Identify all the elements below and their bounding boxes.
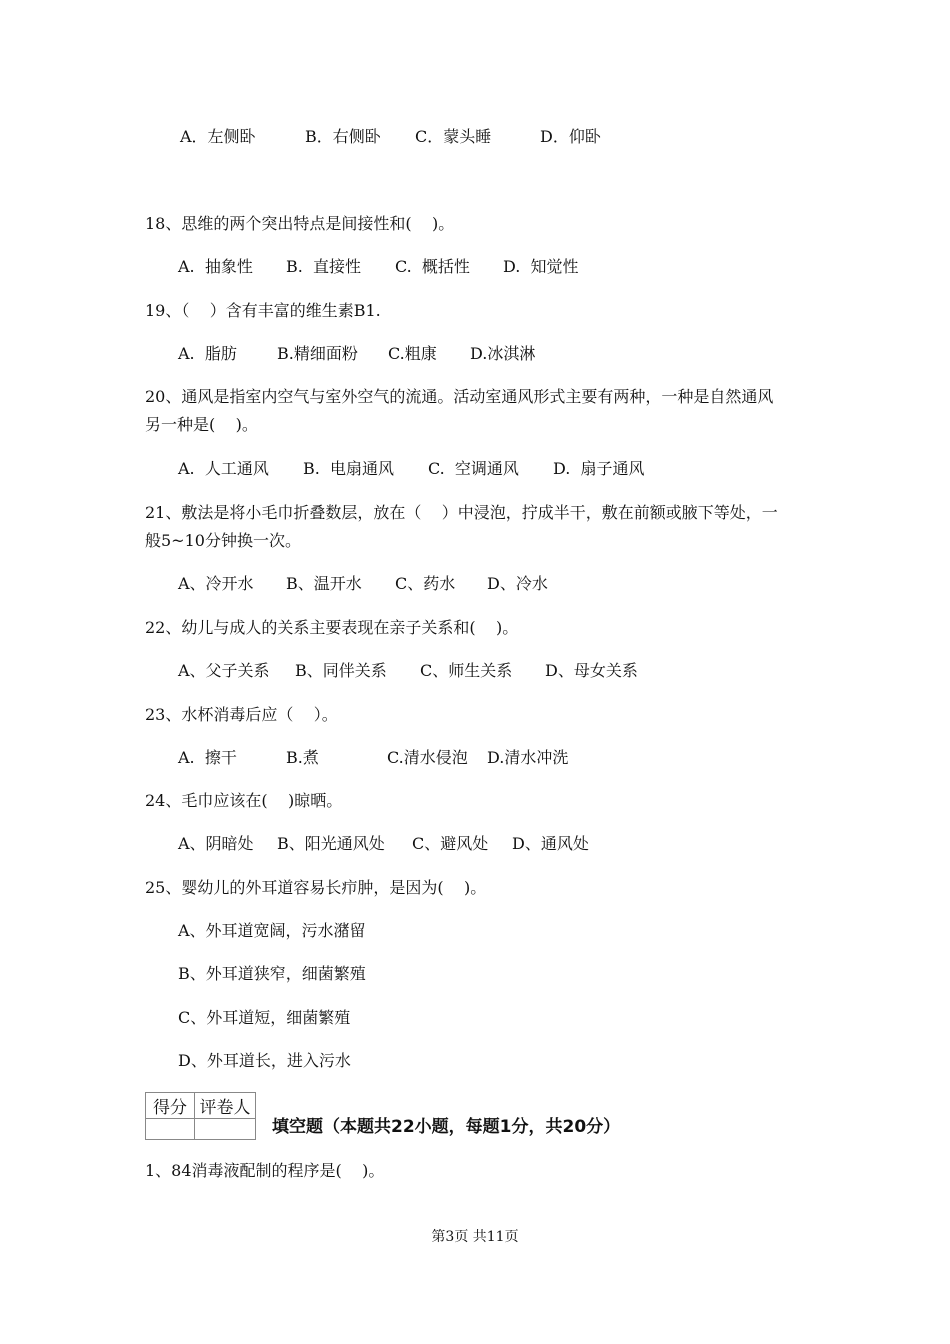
fill-question-1: 1、84消毒液配制的程序是( )。 [145, 1161, 385, 1180]
q18-stem: 18、思维的两个突出特点是间接性和( )。 [145, 214, 455, 233]
q19-option-c: C.粗康 [388, 344, 437, 363]
q23-option-a: A. 擦干 [178, 748, 237, 767]
q20-option-d: D. 扇子通风 [553, 459, 645, 478]
q24-option-b: B、阳光通风处 [277, 834, 385, 853]
q24-option-d: D、通风处 [512, 834, 589, 853]
q18-option-c: C. 概括性 [395, 257, 470, 276]
score-cell [146, 1119, 195, 1140]
page-footer: 第3页 共11页 [431, 1229, 519, 1245]
q18-option-b: B. 直接性 [286, 257, 362, 276]
q23-stem: 23、水杯消毒后应（ ）。 [145, 705, 338, 724]
q18-option-a: A. 抽象性 [178, 257, 253, 276]
q17-option-c: C．蒙头睡 [415, 127, 492, 146]
q25-option-b: B、外耳道狭窄，细菌繁殖 [178, 964, 366, 983]
q20-stem-line2: 另一种是( )。 [145, 415, 258, 434]
q22-option-a: A、父子关系 [178, 661, 270, 680]
q25-stem: 25、婴幼儿的外耳道容易长疖肿，是因为( )。 [145, 878, 487, 897]
section-title: 填空题（本题共22小题，每题1分，共20分） [272, 1117, 621, 1137]
q25-option-d: D、外耳道长，进入污水 [178, 1051, 351, 1070]
q20-option-c: C. 空调通风 [428, 459, 519, 478]
q23-option-c: C.清水侵泡 [387, 748, 468, 767]
q24-option-c: C、避风处 [412, 834, 489, 853]
score-table [145, 1092, 256, 1140]
q20-option-b: B. 电扇通风 [303, 459, 395, 478]
q24-option-a: A、阴暗处 [178, 834, 254, 853]
q20-option-a: A. 人工通风 [178, 459, 269, 478]
q17-option-a: A．左侧卧 [180, 127, 256, 146]
q25-option-a: A、外耳道宽阔，污水潴留 [178, 921, 366, 940]
q19-option-d: D.冰淇淋 [470, 344, 536, 363]
q22-option-b: B、同伴关系 [295, 661, 387, 680]
q19-option-b: B.精细面粉 [277, 344, 358, 363]
q21-stem-line2: 般5~10分钟换一次。 [145, 531, 301, 550]
q23-option-b: B.煮 [286, 748, 319, 767]
q23-option-d: D.清水冲洗 [487, 748, 569, 767]
q20-stem-line1: 20、通风是指室内空气与室外空气的流通。活动室通风形式主要有两种，一种是自然通风 [145, 387, 774, 406]
q21-option-a: A、冷开水 [178, 574, 254, 593]
q21-option-d: D、冷水 [487, 574, 548, 593]
q17-option-b: B．右侧卧 [305, 127, 381, 146]
q18-option-d: D. 知觉性 [503, 257, 579, 276]
q17-option-d: D．仰卧 [540, 127, 601, 146]
q22-option-d: D、母女关系 [545, 661, 638, 680]
grader-cell [195, 1119, 256, 1140]
q25-option-c: C、外耳道短，细菌繁殖 [178, 1008, 351, 1027]
score-header: 得分 [146, 1093, 195, 1119]
q21-stem-line1: 21、敷法是将小毛巾折叠数层，放在（ ）中浸泡，拧成半干，敷在前额或腋下等处，一 [145, 503, 778, 522]
q19-stem: 19、（ ）含有丰富的维生素B1. [145, 301, 381, 320]
q21-option-b: B、温开水 [286, 574, 362, 593]
grader-header: 评卷人 [195, 1093, 256, 1119]
q19-option-a: A. 脂肪 [178, 344, 237, 363]
q22-option-c: C、师生关系 [420, 661, 513, 680]
q22-stem: 22、幼儿与成人的关系主要表现在亲子关系和( )。 [145, 618, 519, 637]
q24-stem: 24、毛巾应该在( )晾晒。 [145, 791, 343, 810]
q21-option-c: C、药水 [395, 574, 456, 593]
